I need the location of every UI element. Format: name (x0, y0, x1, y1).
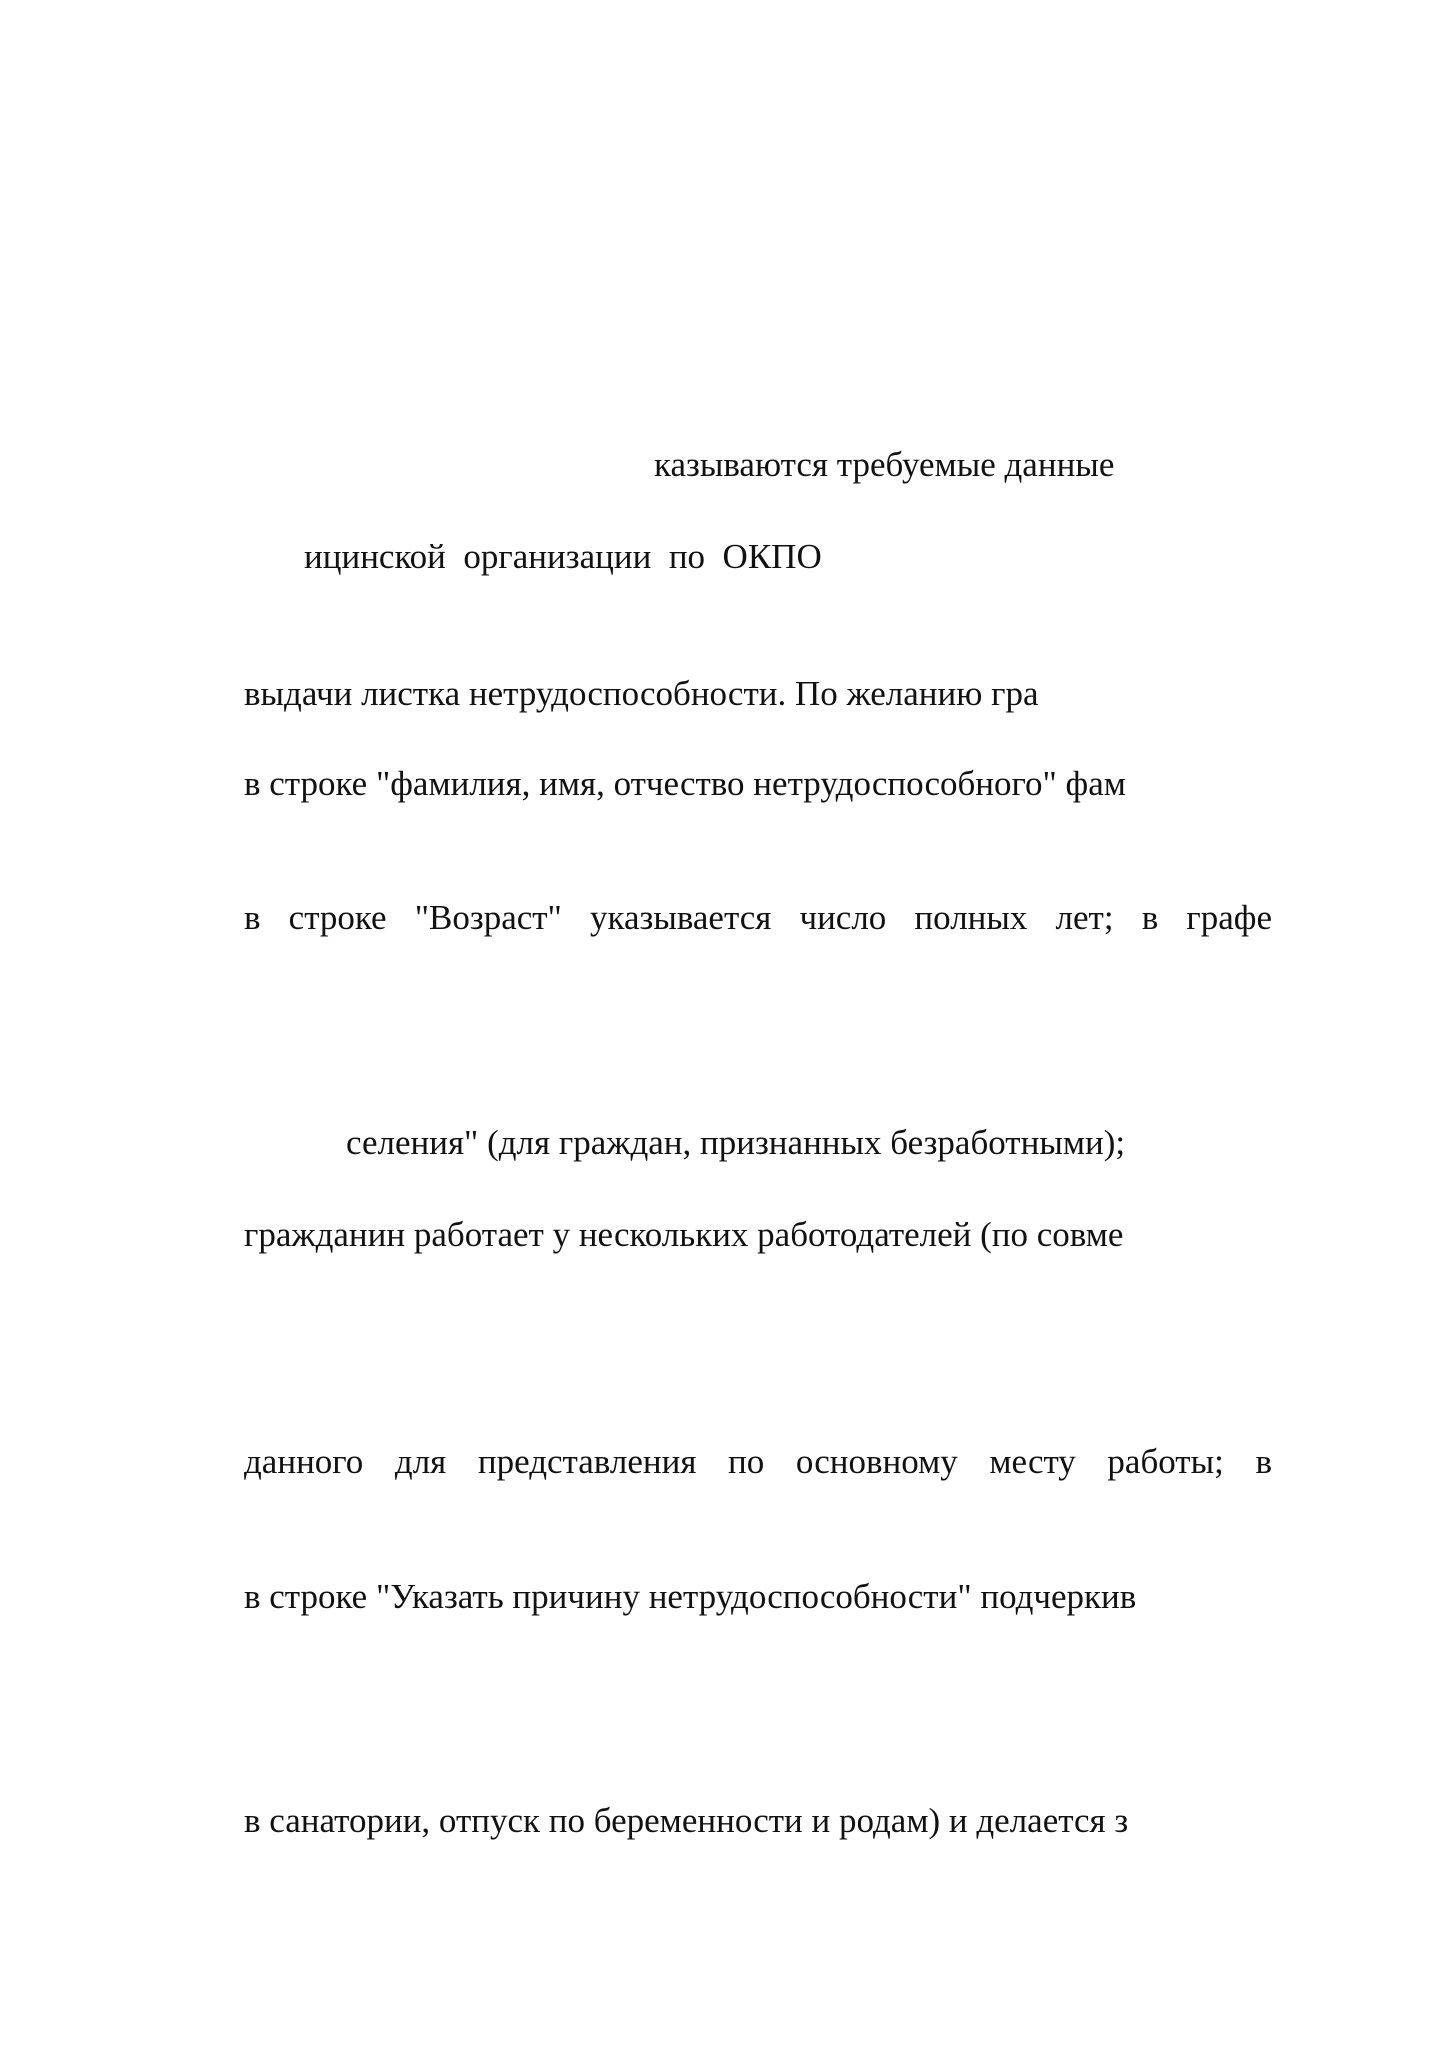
text-line-8: данного для представления по основному месту работы; в (244, 1442, 1272, 1481)
text-line-6: селения" (для граждан, признанных безработными); (346, 1123, 1126, 1162)
text-line-4: в строке "фамилия, имя, отчество нетрудоспособного" фам (244, 764, 1126, 803)
text-line-5: в строке "Возраст" указывается число полных лет; в графе (244, 898, 1272, 937)
text-line-1: казываются требуемые данные (654, 445, 1115, 484)
text-line-3: выдачи листка нетрудоспособности. По желанию гра (244, 674, 1039, 713)
text-line-2: ицинской организации по ОКПО (304, 537, 822, 576)
text-line-7: гражданин работает у нескольких работодателей (по совме (244, 1215, 1124, 1254)
text-line-10: в санатории, отпуск по беременности и родам) и делается з (244, 1801, 1129, 1840)
text-line-9: в строке "Указать причину нетрудоспособности" подчеркив (244, 1577, 1137, 1616)
